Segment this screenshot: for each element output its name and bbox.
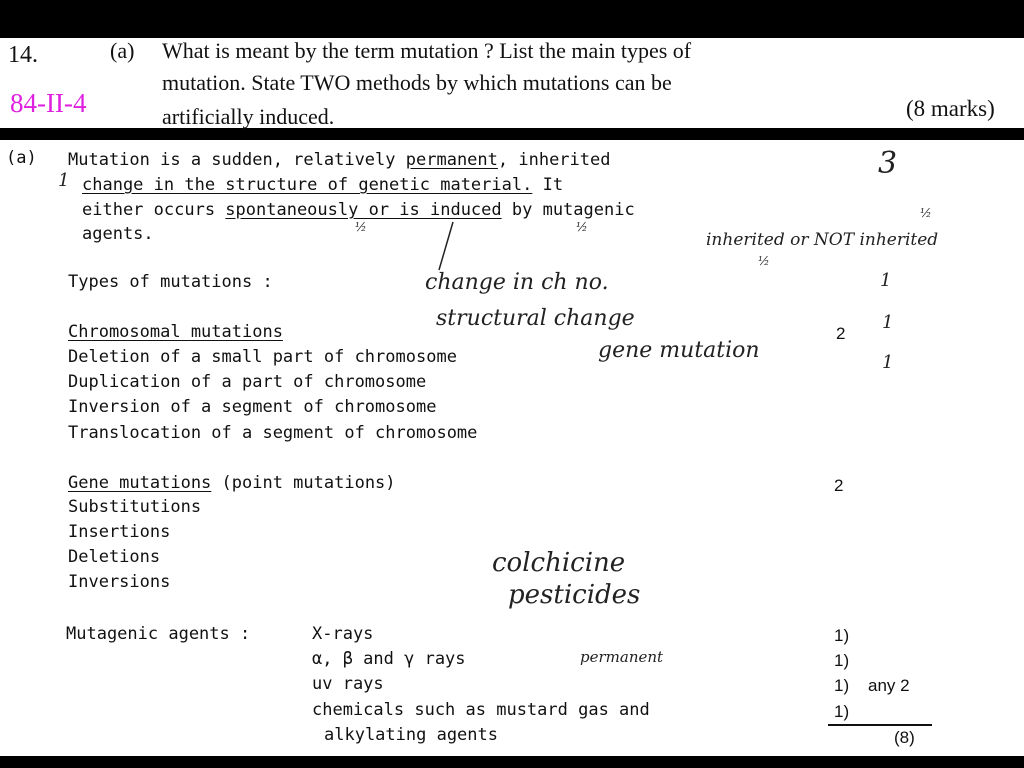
handwritten-inherited-note: inherited or NOT inherited [706, 230, 939, 250]
gene-heading-line [68, 473, 396, 493]
total-rule [828, 724, 932, 726]
agent-item: uv rays [312, 674, 384, 694]
handwritten-tick: 1 [882, 312, 894, 333]
agent-mark: 1) [834, 651, 850, 670]
agent-item: chemicals such as mustard gas and [312, 700, 650, 720]
gene-heading-note: (point mutations) [211, 473, 396, 493]
handwritten-half: ½ [576, 220, 588, 234]
handwritten-note-colchicine: colchicine [492, 548, 626, 578]
agent-mark: 1) [834, 626, 850, 645]
definition-underlined: change in the structure of genetic material. [82, 175, 533, 195]
definition-underlined: spontaneously or is induced [225, 200, 502, 220]
any-two-note: any 2 [868, 676, 910, 695]
definition-line-2 [82, 175, 563, 195]
handwritten-tick: 1 [58, 170, 70, 191]
gene-item: Deletions [68, 547, 161, 567]
agent-mark: 1) [834, 702, 850, 721]
question-line-2: mutation. State TWO methods by which mutations can be [162, 70, 672, 95]
chromosomal-item: Duplication of a part of chromosome [68, 372, 427, 392]
question-line-3: artificially induced. [162, 104, 335, 129]
handwritten-note-chromosome-number: change in ch no. [425, 270, 609, 295]
definition-line-4: agents. [82, 224, 154, 244]
question-part: (a) [110, 38, 135, 63]
paper-reference: 84-II-4 [10, 88, 87, 118]
answer-panel [0, 140, 1024, 756]
agent-item: X-rays [312, 624, 374, 644]
handwritten-stroke [425, 218, 465, 278]
definition-line-3 [82, 200, 635, 220]
definition-line-1 [68, 150, 610, 170]
definition-text: Mutation is a sudden, relatively [68, 150, 406, 170]
question-number: 14. [8, 42, 38, 68]
types-heading: Types of mutations : [68, 272, 273, 292]
handwritten-half: ½ [920, 206, 932, 220]
definition-text: It [532, 175, 564, 195]
answer-part: (a) [6, 148, 37, 168]
handwritten-half: ½ [355, 220, 367, 234]
handwritten-tick: 1 [880, 270, 892, 291]
gene-heading: Gene mutations [68, 473, 212, 493]
handwritten-note-structural: structural change [436, 306, 635, 331]
total-marks: (8) [894, 728, 915, 747]
agent-item: alkylating agents [324, 725, 498, 745]
agent-item: α, β and γ rays [312, 649, 466, 669]
agent-mark: 1) [834, 676, 850, 695]
definition-text: , inherited [497, 150, 611, 170]
chromosomal-item: Deletion of a small part of chromosome [68, 347, 457, 367]
handwritten-note-permanent: permanent [580, 648, 664, 666]
chromosomal-heading: Chromosomal mutations [68, 322, 283, 342]
gene-item: Insertions [68, 522, 171, 542]
definition-text: either occurs [82, 200, 226, 220]
gene-item: Inversions [68, 572, 171, 592]
handwritten-score: 3 [878, 146, 898, 181]
chromosomal-item: Inversion of a segment of chromosome [68, 397, 437, 417]
handwritten-note-gene: gene mutation [598, 338, 760, 363]
chromosomal-item: Translocation of a segment of chromosome [68, 423, 478, 443]
agents-label: Mutagenic agents : [66, 624, 251, 644]
question-marks: (8 marks) [906, 96, 995, 121]
handwritten-note-pesticides: pesticides [508, 580, 641, 610]
definition-text: by mutagenic [501, 200, 635, 220]
chromosomal-mark: 2 [836, 324, 846, 343]
handwritten-half: ½ [758, 254, 770, 268]
question-line-1: What is meant by the term mutation ? List the main types of [162, 38, 692, 63]
gene-mark: 2 [834, 476, 844, 495]
gene-item: Substitutions [68, 497, 202, 517]
question-panel [0, 38, 1024, 128]
definition-underlined: permanent [405, 150, 498, 170]
handwritten-tick: 1 [882, 352, 894, 373]
